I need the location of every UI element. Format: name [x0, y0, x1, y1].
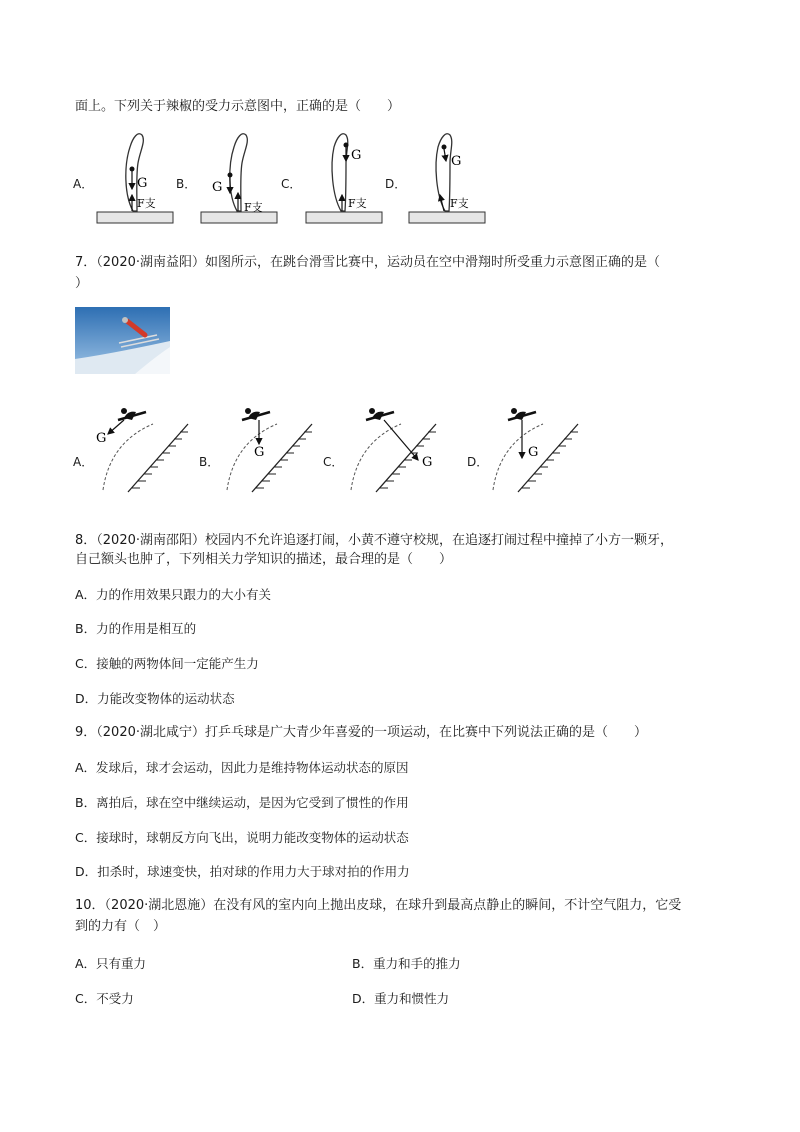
- svg-text:G: G: [96, 431, 107, 446]
- q9-option-a[interactable]: A．发球后，球才会运动，因此力是维持物体运动状态的原因: [75, 760, 409, 775]
- q7-option-b-label[interactable]: B．: [199, 455, 220, 469]
- q6-figure-d: [409, 134, 485, 223]
- q10-option-b[interactable]: B．重力和手的推力: [352, 956, 461, 971]
- q7-stem-line2: ）: [75, 276, 89, 291]
- q6-a-g: G: [137, 176, 148, 191]
- q8-stem-line2: 自己额头也肿了，下列相关力学知识的描述，最合理的是（ ）: [75, 552, 453, 567]
- q6-option-d-label[interactable]: D．: [385, 177, 407, 191]
- svg-text:F支: F支: [348, 197, 367, 210]
- q7-figure-a: [96, 408, 188, 492]
- q7-figure-d: [493, 408, 578, 492]
- q10-stem-line2: 到的力有（ ）: [75, 919, 167, 934]
- q6-figures: [0, 125, 800, 230]
- q9-option-b[interactable]: B．离拍后，球在空中继续运动，是因为它受到了惯性的作用: [75, 795, 409, 810]
- q9-option-d[interactable]: D．扣杀时，球速变快，拍对球的作用力大于球对拍的作用力: [75, 864, 410, 879]
- q8-option-b[interactable]: B．力的作用是相互的: [75, 621, 197, 636]
- svg-text:G: G: [422, 455, 433, 470]
- q8-option-d[interactable]: D．力能改变物体的运动状态: [75, 691, 235, 706]
- q7-option-d-label[interactable]: D．: [467, 455, 489, 469]
- q8-stem-line1: 8．（2020·湖南邵阳）校园内不允许追逐打闹，小黄不遵守校规，在追逐打闹过程中撞掉了小方一颗牙，: [75, 533, 673, 548]
- q7-option-c-label[interactable]: C．: [323, 455, 344, 469]
- q10-stem-line1: 10．（2020·湖北恩施）在没有风的室内向上抛出皮球，在球升到最高点静止的瞬间，不计空气阻力，它受: [75, 898, 682, 913]
- svg-text:F支: F支: [450, 197, 469, 210]
- q6-figure-a: [97, 134, 173, 223]
- q7-stem-line1: 7．（2020·湖南益阳）如图所示，在跳台滑雪比赛中，运动员在空中滑翔时所受重力示意图正确的是（: [75, 255, 660, 270]
- ski-jump-photo: [75, 307, 170, 374]
- svg-text:G: G: [212, 180, 223, 195]
- q6-option-c-label[interactable]: C．: [281, 177, 302, 191]
- svg-text:G: G: [528, 445, 539, 460]
- q6-figure-b: [201, 134, 277, 223]
- svg-text:F支: F支: [244, 201, 263, 214]
- q7-option-a-label[interactable]: A．: [73, 455, 94, 469]
- svg-text:G: G: [351, 148, 362, 163]
- q6-stem: 面上。下列关于辣椒的受力示意图中，正确的是（ ）: [75, 99, 401, 114]
- q6-figure-c: [306, 134, 382, 223]
- q7-figure-c: [351, 408, 436, 492]
- svg-text:G: G: [451, 154, 462, 169]
- q10-option-c[interactable]: C．不受力: [75, 991, 134, 1006]
- q10-option-d[interactable]: D．重力和惯性力: [352, 991, 450, 1006]
- q10-option-a[interactable]: A．只有重力: [75, 956, 147, 971]
- q6-option-a-label[interactable]: A．: [73, 177, 94, 191]
- q9-option-c[interactable]: C．接球时，球朝反方向飞出，说明力能改变物体的运动状态: [75, 830, 409, 845]
- q7-figures: [0, 400, 800, 500]
- q8-option-c[interactable]: C．接触的两物体间一定能产生力: [75, 656, 259, 671]
- q7-figure-b: [227, 408, 312, 492]
- q6-a-f: F支: [137, 197, 156, 210]
- q9-stem: 9．（2020·湖北咸宁）打乒乓球是广大青少年喜爱的一项运动，在比赛中下列说法正确的是（ ）: [75, 725, 647, 740]
- q8-option-a[interactable]: A．力的作用效果只跟力的大小有关: [75, 587, 272, 602]
- q6-option-b-label[interactable]: B．: [176, 177, 197, 191]
- svg-text:G: G: [254, 445, 265, 460]
